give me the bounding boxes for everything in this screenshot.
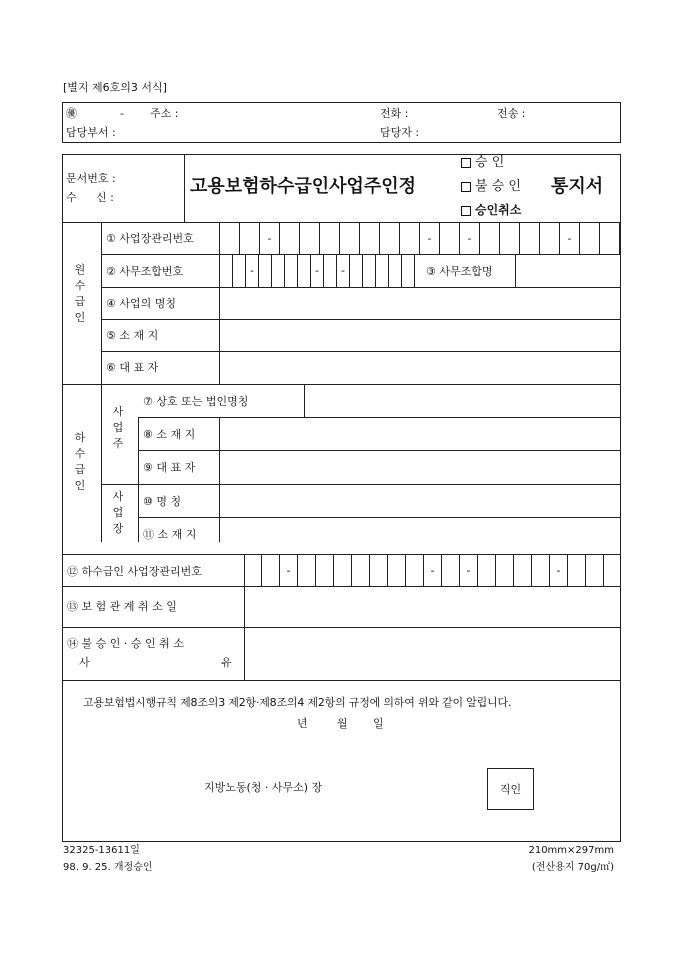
sub-workplace-no-label: ⑫ 하수급인 사업장관리번호 bbox=[67, 565, 202, 578]
address-label: 주소 : bbox=[150, 107, 179, 120]
option-reject: 불 승 인 bbox=[461, 180, 521, 193]
doc-number-label: 문서번호 : bbox=[66, 172, 116, 185]
footer-code: 32325-13611일 bbox=[63, 845, 140, 856]
employer-label: 사 업 주 bbox=[112, 405, 124, 450]
recipient-label-2: 신 : bbox=[96, 191, 114, 204]
official-seal-box bbox=[487, 768, 534, 810]
notice-text: 고용보험법시행규칙 제8조의3 제2항·제8조의4 제2항의 규정에 의하여 위와 같이 알립니다. bbox=[83, 696, 512, 709]
postal-dash: - bbox=[120, 107, 124, 120]
checkbox-cancel[interactable] bbox=[461, 206, 471, 216]
date-month: 월 bbox=[337, 717, 348, 730]
prime-location-label: ⑤ 소 재 지 bbox=[106, 329, 159, 342]
phone-label: 전화 : bbox=[380, 107, 409, 120]
option-approve: 승 인 bbox=[461, 156, 504, 169]
fax-label: 전송 : bbox=[497, 107, 526, 120]
checkbox-reject[interactable] bbox=[461, 182, 471, 192]
date-day: 일 bbox=[373, 717, 384, 730]
title-main: 고용보험하수급인사업주인정 bbox=[190, 176, 417, 197]
business-name-label: ④ 사업의 명칭 bbox=[106, 297, 176, 310]
footer-approval: 98. 9. 25. 개정승인 bbox=[63, 862, 153, 873]
prime-side-label: 원 수 급 인 bbox=[74, 263, 86, 324]
header-box bbox=[62, 102, 621, 143]
union-no-boxes[interactable]: - - - bbox=[220, 254, 415, 287]
footer-paper: (전산용지 70g/㎡) bbox=[531, 862, 614, 873]
employer-rep-label: ⑨ 대 표 자 bbox=[143, 461, 196, 474]
date-year: 년 bbox=[297, 717, 308, 730]
reason-label-1: ⑭ 불 승 인 · 승 인 취 소 bbox=[67, 637, 184, 650]
sub-workplace-no-boxes[interactable]: - - - - bbox=[244, 554, 604, 586]
employer-location-label: ⑧ 소 재 지 bbox=[143, 428, 196, 441]
site-label: 사 업 장 bbox=[112, 490, 124, 535]
recipient-label-1: 수 bbox=[66, 191, 77, 204]
union-no-label: ② 사무조합번호 bbox=[106, 265, 184, 278]
company-name-label: ⑦ 상호 또는 법인명칭 bbox=[143, 395, 249, 408]
option-cancel: 승인취소 bbox=[461, 204, 521, 216]
workplace-no-boxes[interactable]: - - - - bbox=[220, 222, 620, 254]
union-name-label: ③ 사무조합명 bbox=[426, 265, 493, 278]
reason-label-2b: 유 bbox=[221, 656, 232, 669]
site-name-label: ⑩ 명 칭 bbox=[143, 495, 182, 508]
sub-side-label: 하 수 급 인 bbox=[74, 431, 86, 492]
footer-size: 210mm×297mm bbox=[528, 845, 614, 856]
cancel-date-label: ⑬ 보 험 관 계 취 소 일 bbox=[67, 600, 177, 613]
site-location-label: ⑪ 소 재 지 bbox=[143, 528, 197, 541]
postal-mark: ㊝ bbox=[66, 107, 77, 120]
official-seal-label: 직인 bbox=[499, 783, 522, 796]
issuer: 지방노동(청 · 사무소) 장 bbox=[204, 781, 323, 794]
dept-label: 담당부서 : bbox=[66, 126, 116, 139]
reason-label-2a: 사 bbox=[79, 656, 90, 669]
workplace-no-label: ① 사업장관리번호 bbox=[106, 232, 194, 245]
staff-label: 담당자 : bbox=[380, 126, 420, 139]
prime-representative-label: ⑥ 대 표 자 bbox=[106, 361, 159, 374]
form-label: [별지 제6호의3 서식] bbox=[63, 81, 167, 94]
title-suffix: 통지서 bbox=[551, 176, 604, 197]
checkbox-approve[interactable] bbox=[461, 158, 471, 168]
